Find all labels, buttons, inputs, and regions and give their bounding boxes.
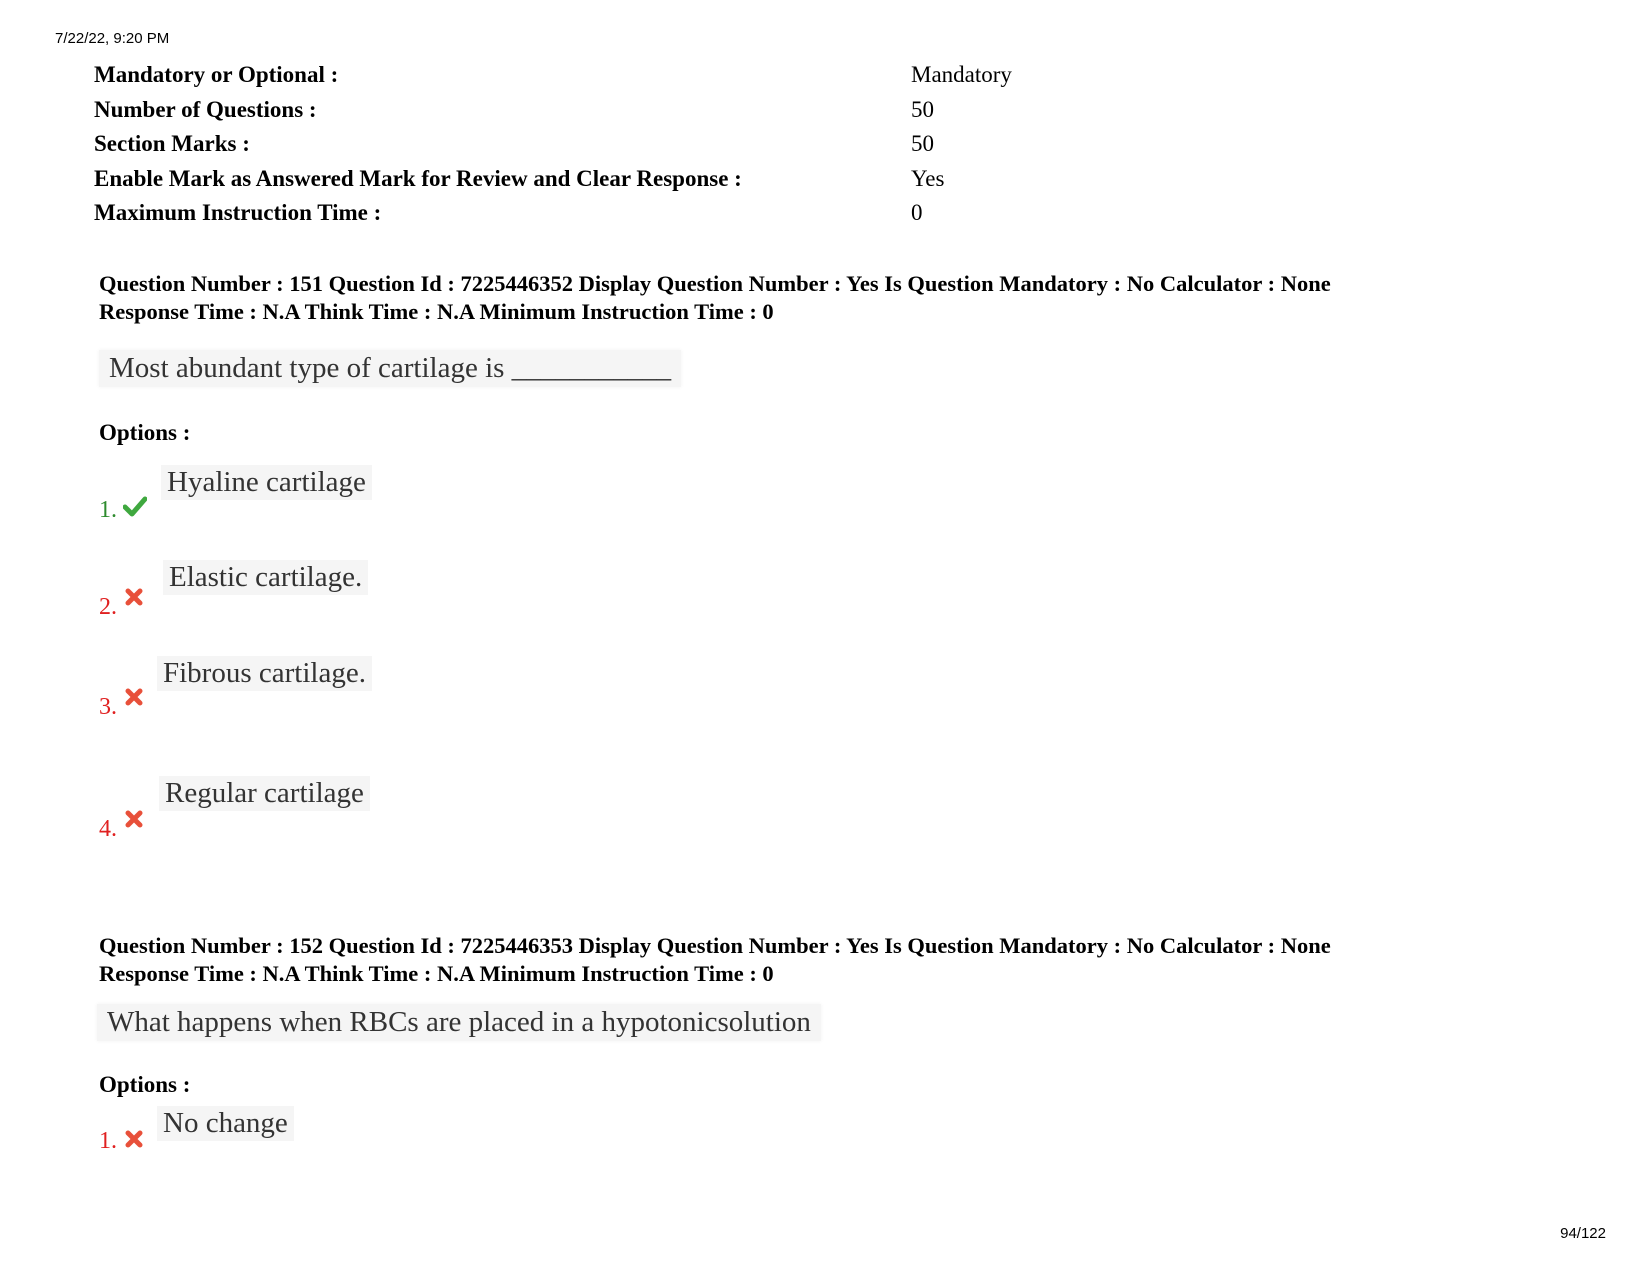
option-number: 4. [99,816,117,842]
page-number: 94/122 [1560,1225,1606,1242]
option-item [99,777,699,842]
section-info-label: Enable Mark as Answered Mark for Review and Clear Response : [94,165,742,191]
question-info-line: Response Time : N.A Think Time : N.A Minimum Instruction Time : 0 [99,299,774,324]
question-text: Most abundant type of cartilage is ___________ [99,350,681,387]
option-item [99,1108,699,1168]
option-text: No change [157,1106,294,1141]
question-info-line: Response Time : N.A Think Time : N.A Minimum Instruction Time : 0 [99,961,774,986]
question-info-line: Question Number : 152 Question Id : 7225446353 Display Question Number : Yes Is Question Mandatory : No Calculator : None [99,933,1331,958]
option-text: Regular cartilage [159,776,370,811]
option-item [99,657,699,720]
section-info-value: 50 [911,131,934,157]
section-info-label: Mandatory or Optional : [94,62,339,88]
option-text: Hyaline cartilage [161,465,372,500]
print-timestamp: 7/22/22, 9:20 PM [55,30,170,47]
question-text: What happens when RBCs are placed in a hypotonicsolution [97,1004,821,1041]
option-text: Fibrous cartilage. [157,656,372,691]
section-info-row [94,196,1012,231]
question-block [99,270,1599,850]
check-icon [123,495,145,517]
cross-icon [125,588,147,610]
option-number: 3. [99,694,117,720]
options-label: Options : [99,420,191,445]
section-info-value: Mandatory [911,62,1012,88]
section-info-label: Number of Questions : [94,96,317,122]
question-block [99,932,1599,1172]
option-number: 1. [99,1128,117,1154]
option-item [99,560,699,620]
section-info-row [94,162,1012,197]
option-number: 1. [99,497,117,523]
section-info-value: Yes [911,165,945,191]
option-number: 2. [99,594,117,620]
cross-icon [125,1130,147,1152]
section-info-row [94,93,1012,128]
cross-icon [125,688,147,710]
section-info-value: 50 [911,96,934,122]
option-text: Elastic cartilage. [163,560,368,595]
cross-icon [125,810,147,832]
section-info-value: 0 [911,200,923,226]
section-info-label: Maximum Instruction Time : [94,200,382,226]
section-info-row [94,127,1012,162]
section-info-label: Section Marks : [94,131,250,157]
section-info-table [94,58,1012,231]
section-info-row [94,58,1012,93]
option-item [99,465,699,525]
options-label: Options : [99,1072,191,1097]
question-info-line: Question Number : 151 Question Id : 7225446352 Display Question Number : Yes Is Question Mandatory : No Calculator : None [99,271,1331,296]
